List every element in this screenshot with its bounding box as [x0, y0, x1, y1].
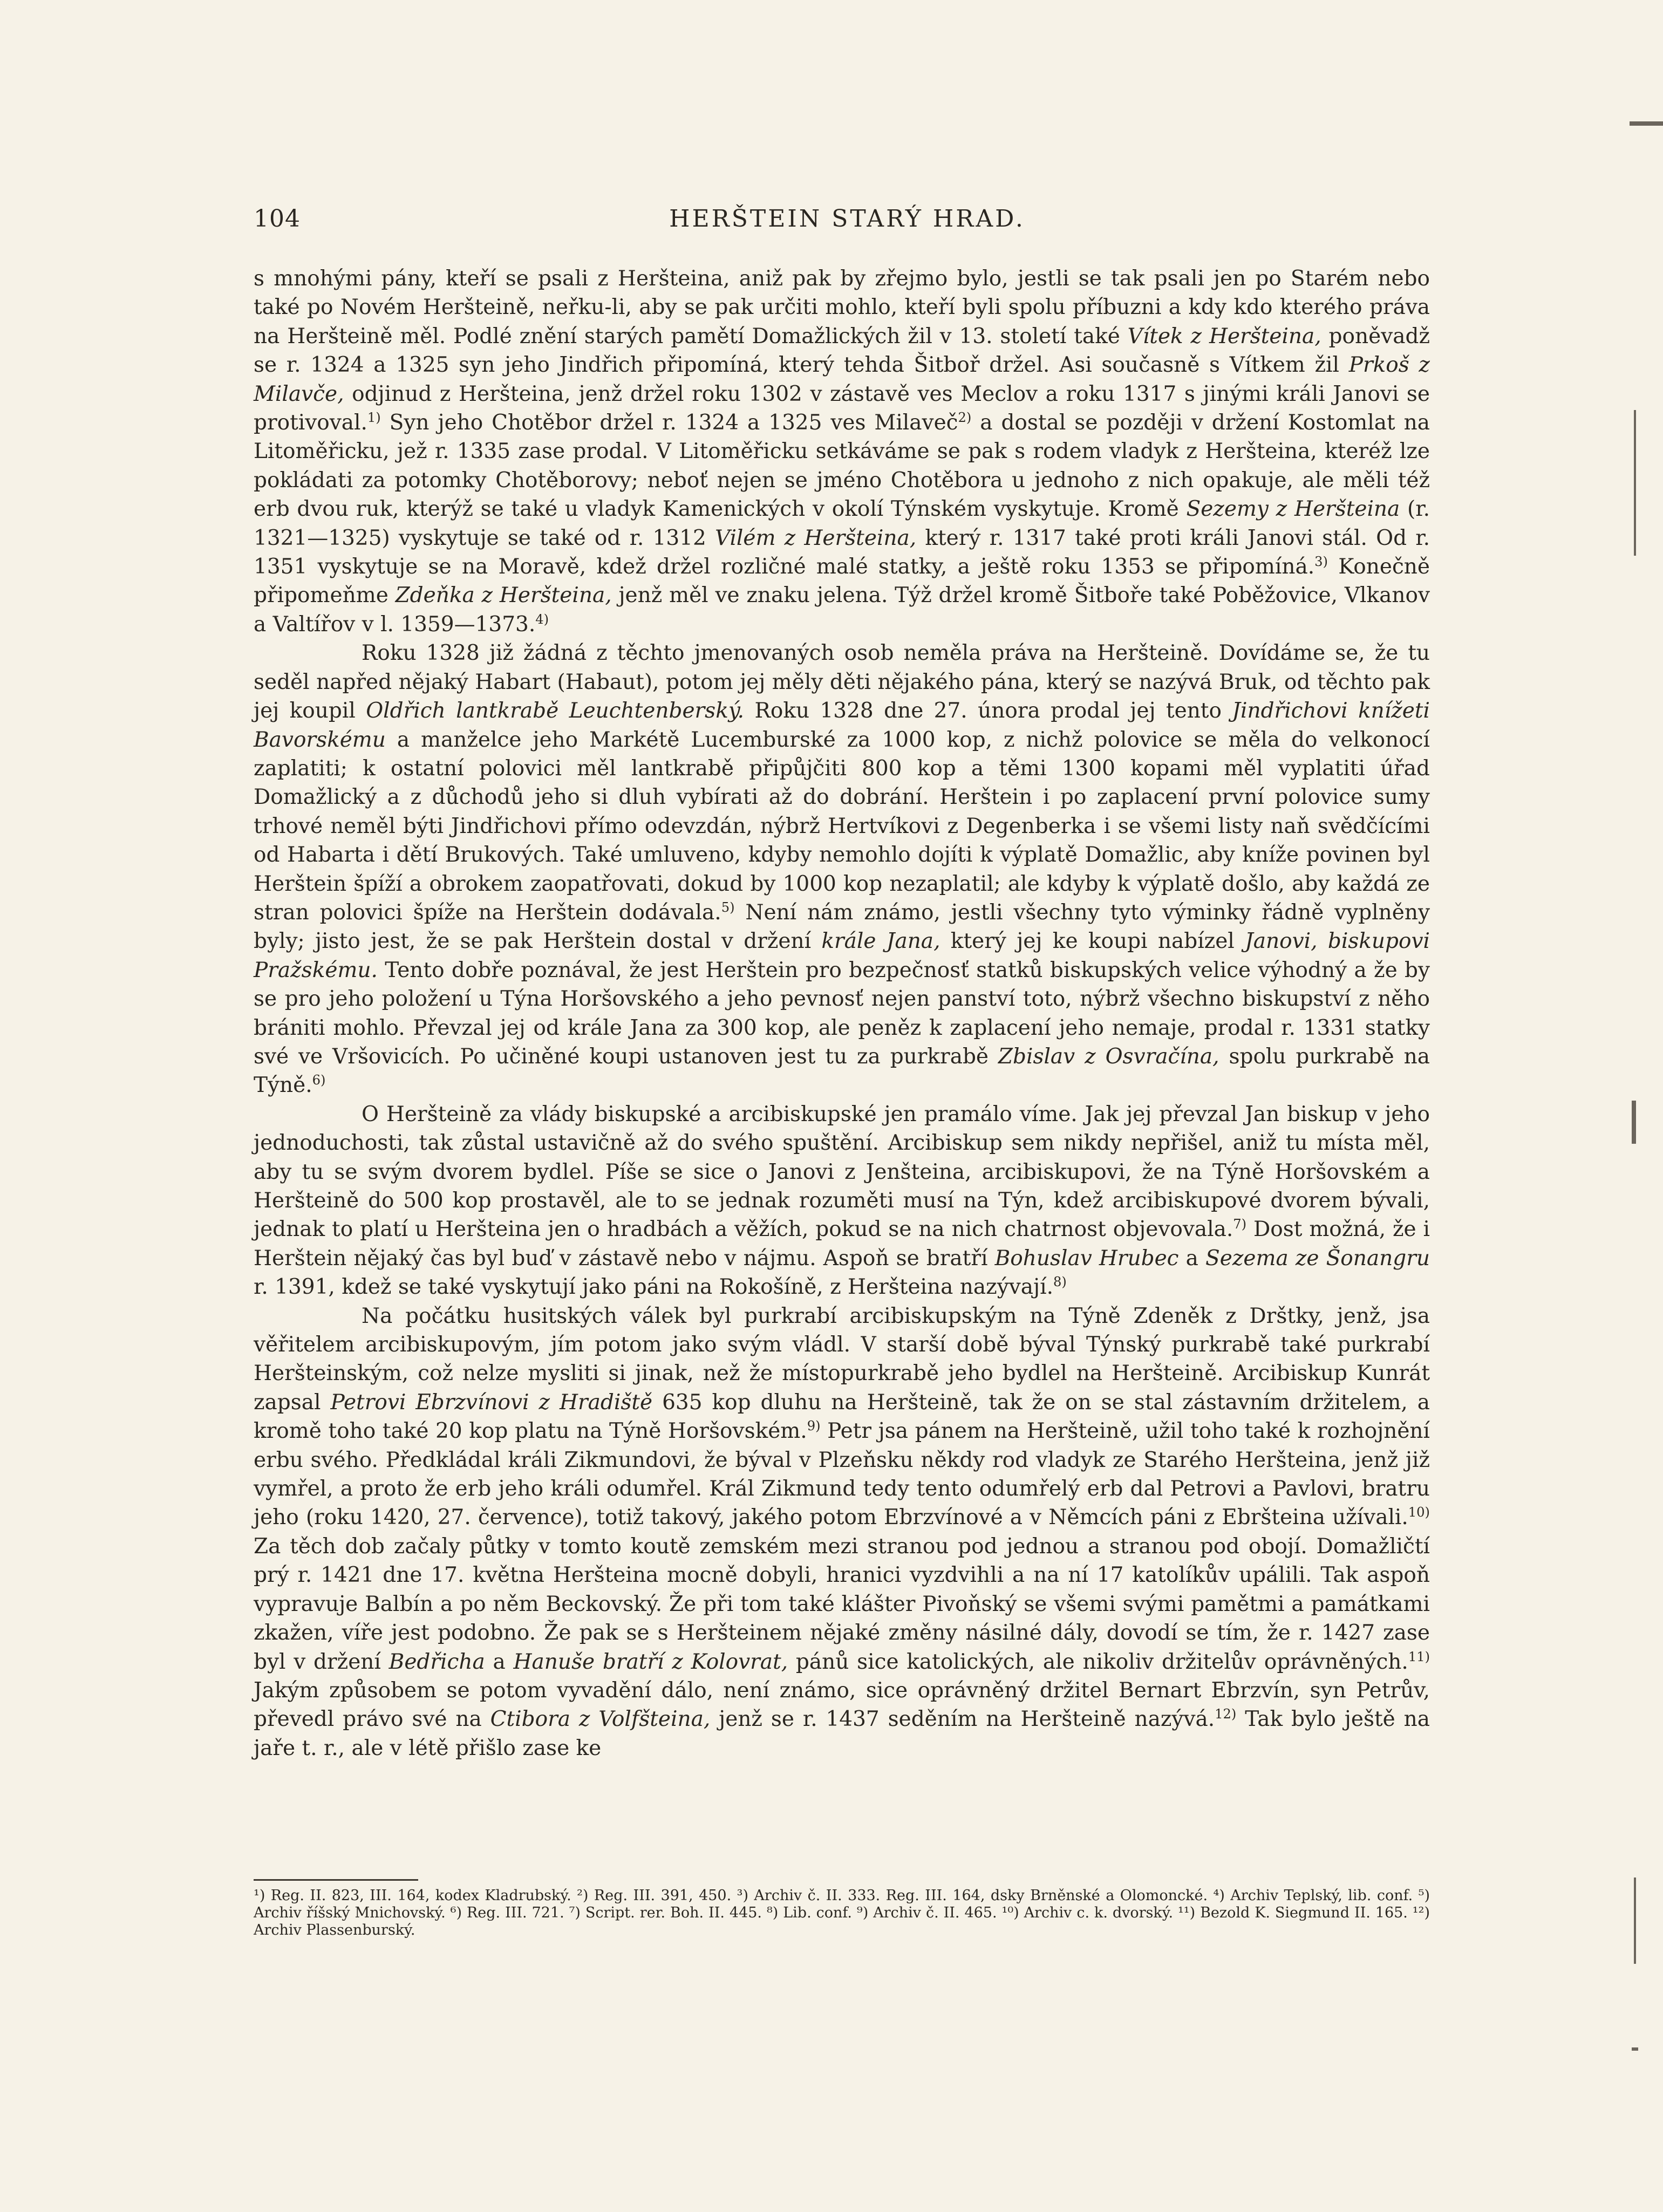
- footnotes: [254, 1887, 1430, 1939]
- paragraph-3: O Heršteině za vlády biskupské a arcibiskupské jen pramálo víme. Jak jej převzal Jan biskup v jeho jednoduchosti, tak zůstal ustavičně až do svého spuštění. Arcibiskup sem nikdy nepřišel, aniž tu místa měl, aby tu se svým dvorem bydlel. Píše se sice o Janovi z Jenšteina, arcibiskupovi, že na Týně Horšovském a Heršteině do 500 kop prostavěl, ale to se jednak rozuměti musí na Týn, kdež arcibiskupové dvorem bývali, jednak to platí u Heršteina jen o hradbách a věžích, pokud se na nich chatrnost objevovala.$^{7)}$ Dost možná, že i Herštein nějaký čas byl buď v zástavě nebo v nájmu. Aspoň se bratří Bohuslav Hrubec a Sezema ze Šonangru r. 1391, kdež se také vyskytují jako páni na Rokošíně, z Heršteina nazývají.$^{8)}$: [254, 1102, 1430, 1300]
- scan-edge-mark: [1634, 1878, 1636, 1964]
- footnote-ref: 10): [1408, 1505, 1430, 1520]
- footnote-ref: 12): [1215, 1706, 1237, 1722]
- page-header: [254, 205, 1441, 243]
- footnote-ref: 9): [807, 1418, 821, 1434]
- scan-edge-mark: [1630, 121, 1663, 126]
- paragraph-2: Roku 1328 již žádná z těchto jmenovaných osob neměla práva na Heršteině. Dovídáme se, že tu seděl napřed nějaký Habart (Habaut), potom jej měly děti nějakého pána, který se nazývá Bruk, od těchto pak jej koupil Oldřich lantkrabě Leuchtenberský. Roku 1328 dne 27. února prodal jej tento Jindřichovi knížeti Bavorskému a manželce jeho Markétě Lucemburské za 1000 kop, z nichž polovice se měla do velkonocí zaplatiti; k ostatní polovici měl lantkrabě připůjčiti 800 kop a těmi 1300 kopami měl vyplatiti úřad Domažlický a z důchodů jeho si dluh vybírati až do dobrání. Herštein i po zaplacení první polovice sumy trhové neměl býti Jindřichovi přímo odevzdán, nýbrž Hertvíkovi z Degenberka i se všemi listy naň svědčícími od Habarta i dětí Brukových. Také umluveno, kdyby nemohlo dojíti k výplatě Domažlic, aby kníže povinen byl Herštein špíží a obrokem zaopatřovati, dokud by 1000 kop nezaplatil; ale kdyby k výplatě došlo, aby každá ze stran polovici špíže na Herštein dodávala.$^{5)}$ Není nám známo, jestli všechny tyto výminky řádně vyplněny byly; jisto jest, že se pak Herštein dostal v držení krále Jana, který jej ke koupi nabízel Janovi, biskupovi Pražskému. Tento dobře poznával, že jest Herštein pro bezpečnosť statků biskupských velice výhodný a že by se pro jeho položení u Týna Horšovského a jeho pevnosť nejen panství toto, nýbrž všechno biskupství z něho brániti mohlo. Převzal jej od krále Jana za 300 kop, ale peněz k zaplacení jeho nemaje, prodal r. 1331 statky své ve Vršovicích. Po učiněné koupi ustanoven jest tu za purkrabě Zbislav z Osvračína, spolu purkrabě na Týně.$^{6)}$: [254, 641, 1430, 1098]
- footnote-ref: 8): [1053, 1274, 1067, 1290]
- body-text: [254, 264, 1430, 1763]
- footnote-ref: 6): [312, 1073, 326, 1088]
- footnote-ref: 2): [958, 410, 972, 426]
- footnote-ref: 4): [535, 611, 549, 627]
- footnote-ref: 11): [1408, 1649, 1430, 1664]
- scan-edge-mark: [1632, 2047, 1638, 2051]
- footnote-text: ¹) Reg. II. 823, III. 164, kodex Kladrubský. ²) Reg. III. 391, 450. ³) Archiv č. II. 333. Reg. III. 164, dsky Brněnské a Olomoncké. ⁴) Archiv Teplský, lib. conf. ⁵) Archiv říšský Mnichovský. ⁶) Reg. III. 721. ⁷) Script. rer. Boh. II. 445. ⁸) Lib. conf. ⁹) Archiv č. II. 465. ¹⁰) Archiv c. k. dvorský. ¹¹) Bezold K. Siegmund II. 165. ¹²) Archiv Plassenburský.: [254, 1887, 1430, 1938]
- footnote-rule: [254, 1879, 418, 1881]
- page-number: 104: [254, 205, 301, 233]
- scan-edge-mark: [1632, 1101, 1636, 1144]
- paragraph-4: Na počátku husitských válek byl purkrabí arcibiskupským na Týně Zdeněk z Drštky, jenž, jsa věřitelem arcibiskupovým, jím potom jako svým vládl. V starší době býval Týnský purkrabě také purkrabí Heršteinským, což nelze mysliti si jinak, než že místopurkrabě jeho bydlel na Heršteině. Arcibiskup Kunrát zapsal Petrovi Ebrzvínovi z Hradiště 635 kop dluhu na Heršteině, tak že on se stal zástavním držitelem, a kromě toho také 20 kop platu na Týně Horšovském.$^{9)}$ Petr jsa pánem na Heršteině, užil toho také k rozhojnění erbu svého. Předkládal králi Zikmundovi, že býval v Plzeňsku někdy rod vladyk ze Starého Heršteina, jenž již vymřel, a proto že erb jeho králi odumřel. Král Zikmund tedy tento odumřelý erb dal Petrovi a Pavlovi, bratru jeho (roku 1420, 27. července), totiž takový, jakého potom Ebrzvínové a v Němcích páni z Ebršteina užívali.$^{10)}$ Za těch dob začaly půtky v tomto koutě zemském mezi stranou pod jednou a stranou pod obojí. Domažličtí prý r. 1421 dne 17. května Heršteina mocně dobyli, hranici vyzdvihli a na ní 17 katolíkův upálili. Tak aspoň vypravuje Balbín a po něm Beckovský. Že při tom také klášter Pivoňský se všemi svými pamětmi a památkami zkažen, víře jest podobno. Že pak se s Heršteinem nějaké změny násilné dály, dovodí se tím, že r. 1427 zase byl v držení Bedřicha a Hanuše bratří z Kolovrat, pánů sice katolických, ale nikoliv držitelův oprávněných.$^{11)}$ Jakým způsobem se potom vyvadění dálo, není známo, sice oprávněný držitel Bernart Ebrzvín, syn Petrův, převedl právo své na Ctibora z Volfšteina, jenž se r. 1437 seděním na Heršteině nazývá.$^{12)}$ Tak bylo ještě na jaře t. r., ale v létě přišlo zase ke: [254, 1303, 1430, 1760]
- running-head: HERŠTEIN STARÝ HRAD.: [669, 205, 1025, 233]
- footnote-ref: 5): [721, 899, 735, 915]
- paragraph-1: s mnohými pány, kteří se psali z Heršteina, aniž pak by zřejmo bylo, jestli se tak psali jen po Starém nebo také po Novém Heršteině, neřku-li, aby se pak určiti mohlo, kteří byli spolu příbuzni a kdy kdo kterého práva na Heršteině měl. Podlé znění starých pamětí Domažlických žil v 13. století také Vítek z Heršteina, poněvadž se r. 1324 a 1325 syn jeho Jindřich připomíná, který tehda Šitboř držel. Asi současně s Vítkem žil Prkoš z Milavče, odjinud z Heršteina, jenž držel roku 1302 v zástavě ves Meclov a roku 1317 s jinými králi Janovi se protivoval.$^{1)}$ Syn jeho Chotěbor držel r. 1324 a 1325 ves Milaveč$^{2)}$ a dostal se později v držení Kostomlat na Litoměřicku, jež r. 1335 zase prodal. V Litoměřicku setkáváme se pak s rodem vladyk z Heršteina, kteréž lze pokládati za potomky Chotěborovy; neboť nejen se jméno Chotěbora u jednoho z nich opakuje, ale měli též erb dvou ruk, kterýž se také u vladyk Kamenických v okolí Týnském vyskytuje. Kromě Sezemy z Heršteina (r. 1321—1325) vyskytuje se také od r. 1312 Vilém z Heršteina, který r. 1317 také proti králi Janovi stál. Od r. 1351 vyskytuje se na Moravě, kdež držel rozličné malé statky, a ještě roku 1353 se připomíná.$^{3)}$ Konečně připomeňme Zdeňka z Heršteina, jenž měl ve znaku jelena. Týž držel kromě Šitboře také Poběžovice, Vlkanov a Valtířov v l. 1359—1373.$^{4)}$: [254, 267, 1430, 637]
- footnote-ref: 1): [367, 410, 381, 426]
- scan-edge-mark: [1634, 410, 1636, 556]
- footnote-ref: 7): [1233, 1217, 1247, 1232]
- footnote-ref: 3): [1314, 554, 1328, 570]
